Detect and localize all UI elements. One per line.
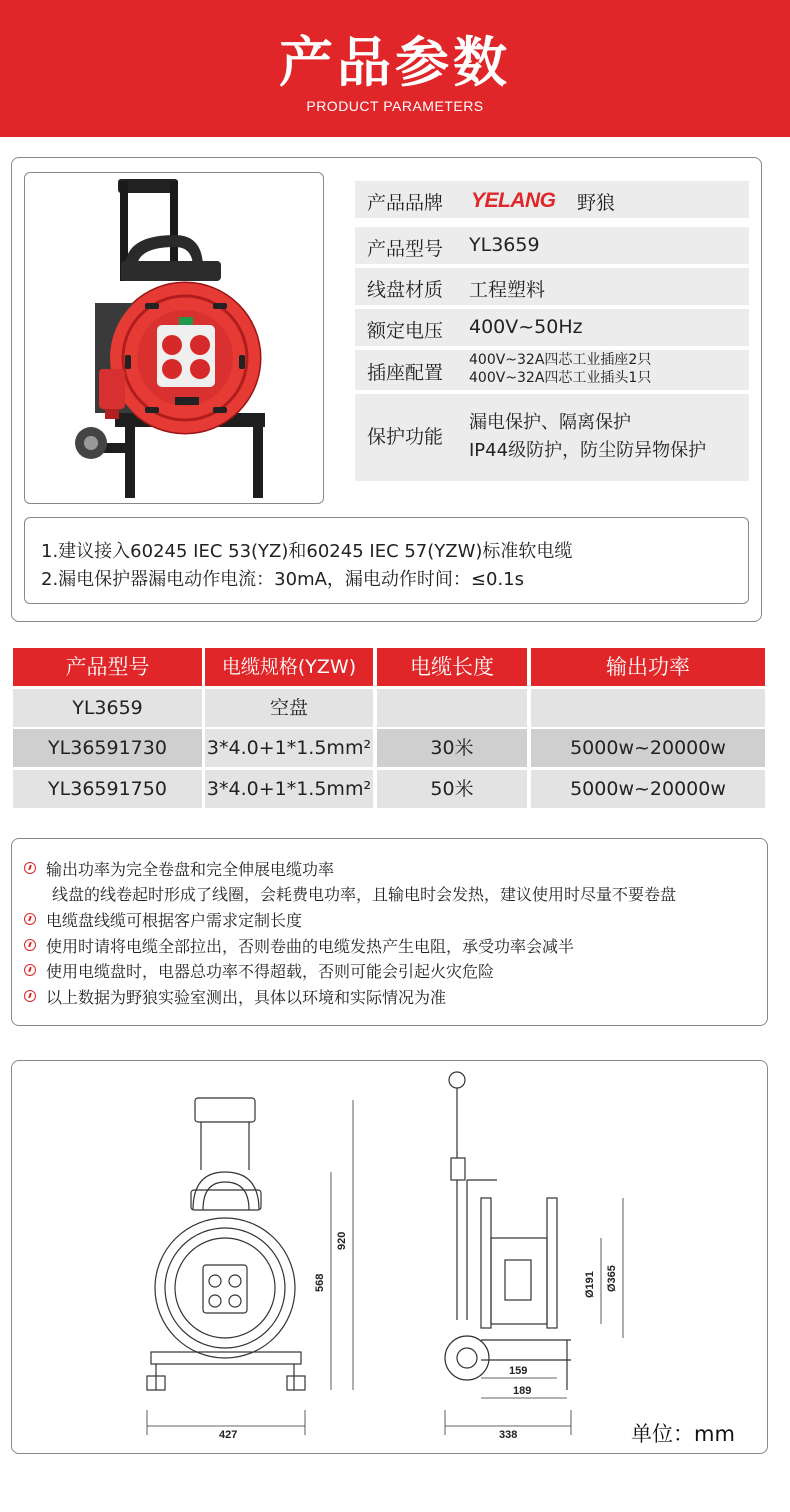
warning-icon xyxy=(24,990,36,1002)
spec-label-protect: 保护功能 xyxy=(367,426,444,448)
warning-line-2: 线盘的线卷起时形成了线圈，会耗费电功率，且输电时会发热，建议使用时尽量不要卷盘 xyxy=(52,885,677,904)
table-cell: 5000w~20000w xyxy=(531,729,765,767)
page-title: 产品参数 xyxy=(279,31,511,94)
warning-icon xyxy=(24,939,36,951)
warning-icon xyxy=(24,913,36,925)
dim-depth-159: 159 xyxy=(509,1365,528,1377)
spec-value-protect-1: 漏电保护、隔离保护 xyxy=(469,412,631,433)
dim-height-reel: 568 xyxy=(314,1273,326,1292)
spec-label-voltage: 额定电压 xyxy=(367,320,444,342)
table-cell: YL36591730 xyxy=(13,729,202,767)
spec-value-protect-2: IP44级防护，防尘防异物保护 xyxy=(469,440,707,461)
table-cell: 3*4.0+1*1.5mm² xyxy=(205,729,373,767)
dim-width-front: 427 xyxy=(219,1429,238,1441)
spec-value-model: YL3659 xyxy=(469,234,540,256)
table-cell: 30米 xyxy=(377,729,527,767)
table-header-cable-spec: 电缆规格(YZW) xyxy=(205,648,373,686)
spec-row-material xyxy=(355,268,749,305)
table-cell: 5000w~20000w xyxy=(531,770,765,808)
brand-name: 野狼 xyxy=(577,192,616,214)
product-photo xyxy=(24,172,324,504)
brand-logo: YELANG xyxy=(471,189,556,212)
note-line-2: 2.漏电保护器漏电动作电流：30mA，漏电动作时间：≤0.1s xyxy=(41,569,525,590)
table-cell: YL36591750 xyxy=(13,770,202,808)
cable-reel-illustration xyxy=(25,173,324,504)
table-cell xyxy=(531,689,765,727)
spec-value-voltage: 400V~50Hz xyxy=(469,316,583,338)
table-cell: 50米 xyxy=(377,770,527,808)
spec-value-socket-1: 400V~32A四芯工业插座2只 xyxy=(469,352,652,368)
table-header-model: 产品型号 xyxy=(13,648,202,686)
notes-box xyxy=(24,517,749,604)
table-header-output-power: 输出功率 xyxy=(531,648,765,686)
header-banner xyxy=(0,0,790,137)
table-cell: YL3659 xyxy=(13,689,202,727)
unit-label: 单位：mm xyxy=(631,1422,735,1446)
spec-value-material: 工程塑料 xyxy=(469,279,546,301)
spec-row-brand xyxy=(355,181,749,218)
dimension-drawing xyxy=(11,1060,768,1454)
spec-row-voltage xyxy=(355,309,749,346)
spec-row-model xyxy=(355,227,749,264)
spec-label-model: 产品型号 xyxy=(367,238,444,260)
table-cell: 空盘 xyxy=(205,689,373,727)
dim-depth-side: 338 xyxy=(499,1429,518,1441)
warning-icon xyxy=(24,862,36,874)
dim-height-total: 920 xyxy=(336,1231,348,1250)
spec-label-brand: 产品品牌 xyxy=(367,192,444,214)
spec-row-protect xyxy=(355,394,749,481)
dim-dia-365: Ø365 xyxy=(606,1265,618,1292)
warning-line-4: 使用时请将电缆全部拉出，否则卷曲的电缆发热产生电阻，承受功率会减半 xyxy=(46,937,575,956)
spec-label-socket: 插座配置 xyxy=(367,362,444,384)
warning-line-5: 使用电缆盘时，电器总功率不得超载，否则可能会引起火灾危险 xyxy=(46,962,495,981)
spec-row-socket xyxy=(355,350,749,390)
warning-line-3: 电缆盘线缆可根据客户需求定制长度 xyxy=(46,911,303,930)
table-cell: 3*4.0+1*1.5mm² xyxy=(205,770,373,808)
dim-dia-191: Ø191 xyxy=(584,1271,596,1298)
page-subtitle: PRODUCT PARAMETERS xyxy=(306,98,484,114)
warning-line-6: 以上数据为野狼实验室测出，具体以环境和实际情况为准 xyxy=(46,988,447,1007)
note-line-1: 1.建议接入60245 IEC 53(YZ)和60245 IEC 57(YZW)标准软电缆 xyxy=(41,541,573,562)
spec-label-material: 线盘材质 xyxy=(367,279,444,301)
warning-icon xyxy=(24,964,36,976)
spec-value-socket-2: 400V~32A四芯工业插头1只 xyxy=(469,370,652,386)
table-header-cable-length: 电缆长度 xyxy=(377,648,527,686)
table-cell xyxy=(377,689,527,727)
warning-line-1: 输出功率为完全卷盘和完全伸展电缆功率 xyxy=(46,860,335,879)
dim-depth-189: 189 xyxy=(513,1385,532,1397)
